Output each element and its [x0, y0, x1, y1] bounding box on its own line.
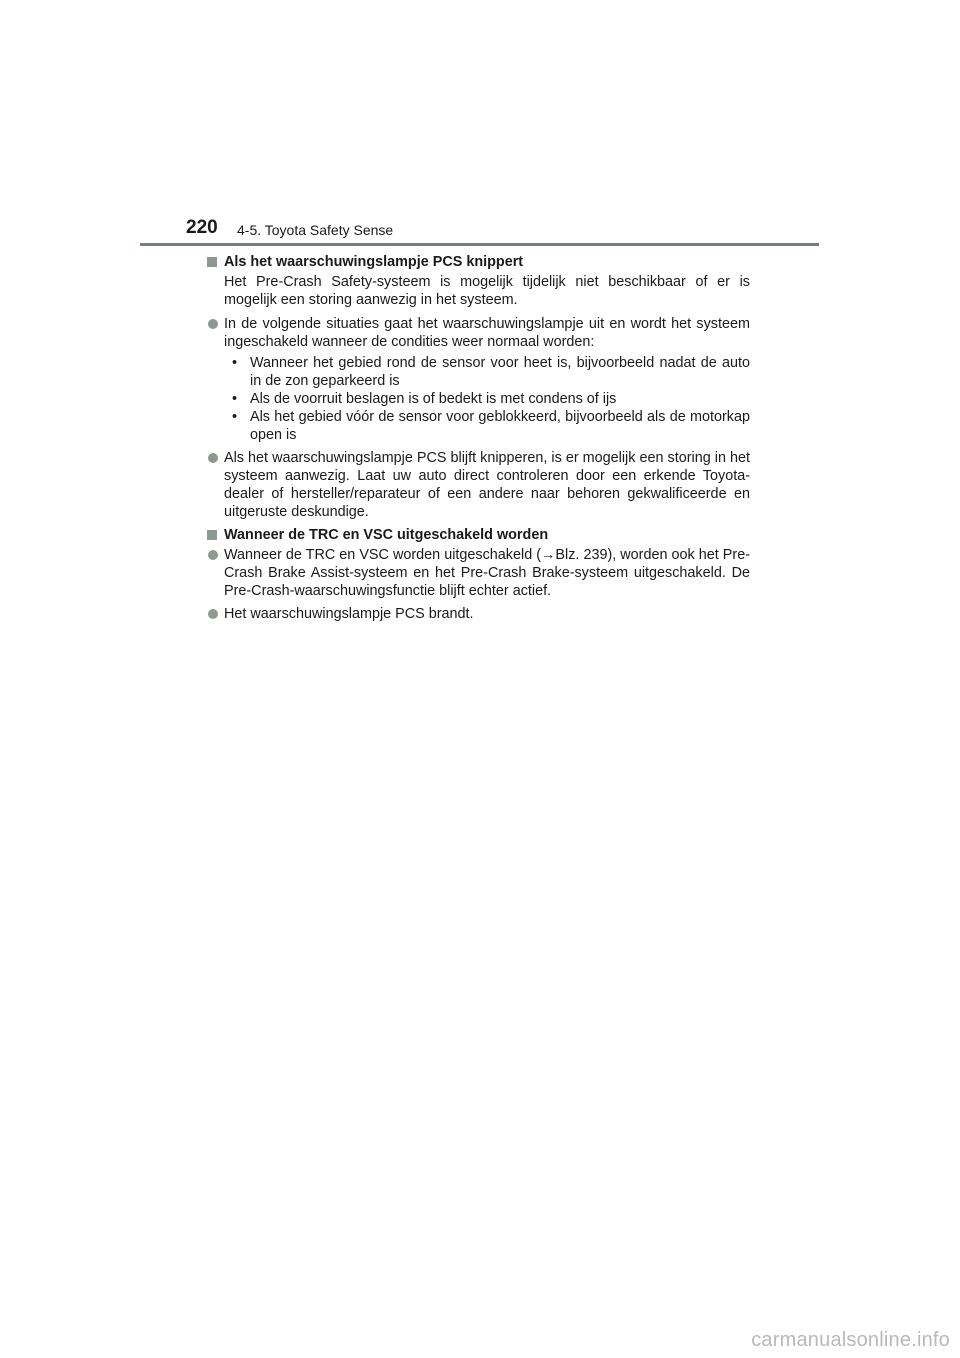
list-item-text: Het waarschuwingslampje PCS brandt. — [224, 606, 474, 622]
section-heading-trc-vsc — [207, 526, 750, 544]
dot-bullet-icon: • — [232, 391, 238, 407]
sub-list-item-text: Wanneer het gebied rond de sensor voor heet is, bijvoorbeeld nadat de auto in de zon geparkeerd is — [250, 355, 750, 389]
page-content — [207, 253, 750, 628]
sub-list-item — [224, 408, 750, 444]
list-item — [207, 546, 750, 600]
dot-bullet-icon: • — [232, 355, 238, 371]
list-item-text: In de volgende situaties gaat het waarschuwingslampje uit en wordt het systeem ingeschakeld wanneer de condities weer normaal worden: — [224, 316, 750, 350]
sub-list — [224, 354, 750, 444]
square-bullet-icon — [207, 257, 217, 267]
section-title: 4-5. Toyota Safety Sense — [237, 222, 394, 238]
header-rule — [140, 243, 819, 246]
sub-list-item-text: Als het gebied vóór de sensor voor geblokkeerd, bijvoorbeeld als de motorkap open is — [250, 409, 750, 443]
page-number: 220 — [186, 217, 218, 238]
list-item — [207, 605, 750, 623]
dot-bullet-icon: • — [232, 409, 238, 425]
circle-bullet-icon — [208, 319, 218, 329]
sub-list-item — [224, 354, 750, 390]
sub-list-item-text: Als de voorruit beslagen is of bedekt is met condens of ijs — [250, 391, 617, 407]
heading-text: Als het waarschuwingslampje PCS knippert — [224, 254, 524, 270]
heading-text: Wanneer de TRC en VSC uitgeschakeld worden — [224, 527, 549, 543]
list-item — [207, 449, 750, 521]
list-item — [207, 315, 750, 444]
square-bullet-icon — [207, 530, 217, 540]
intro-paragraph: Het Pre-Crash Safety-systeem is mogelijk tijdelijk niet beschikbaar of er is mogelijk een storing aanwezig in het systeem. — [224, 274, 750, 308]
circle-bullet-icon — [208, 609, 218, 619]
circle-bullet-icon — [208, 550, 218, 560]
watermark-logo: carmanualsonline.info — [751, 1329, 950, 1351]
list-item-text: Als het waarschuwingslampje PCS blijft knipperen, is er mogelijk een storing in het systeem aanwezig. Laat uw auto direct controleren door een erkende Toyota-dealer of hersteller/reparateur of een andere naar behoren gekwalificeerde en uitgeruste deskundige. — [224, 450, 750, 520]
circle-bullet-icon — [208, 453, 218, 463]
section-heading-pcs-flashing — [207, 253, 750, 271]
list-item-text: Wanneer de TRC en VSC worden uitgeschakeld (→Blz. 239), worden ook het Pre-Crash Brake Assist-systeem en het Pre-Crash Brake-systeem uitgeschakeld. De Pre-Crash-waarschuwingsfunctie blijft echter actief. — [224, 547, 750, 599]
sub-list-item — [224, 390, 750, 408]
